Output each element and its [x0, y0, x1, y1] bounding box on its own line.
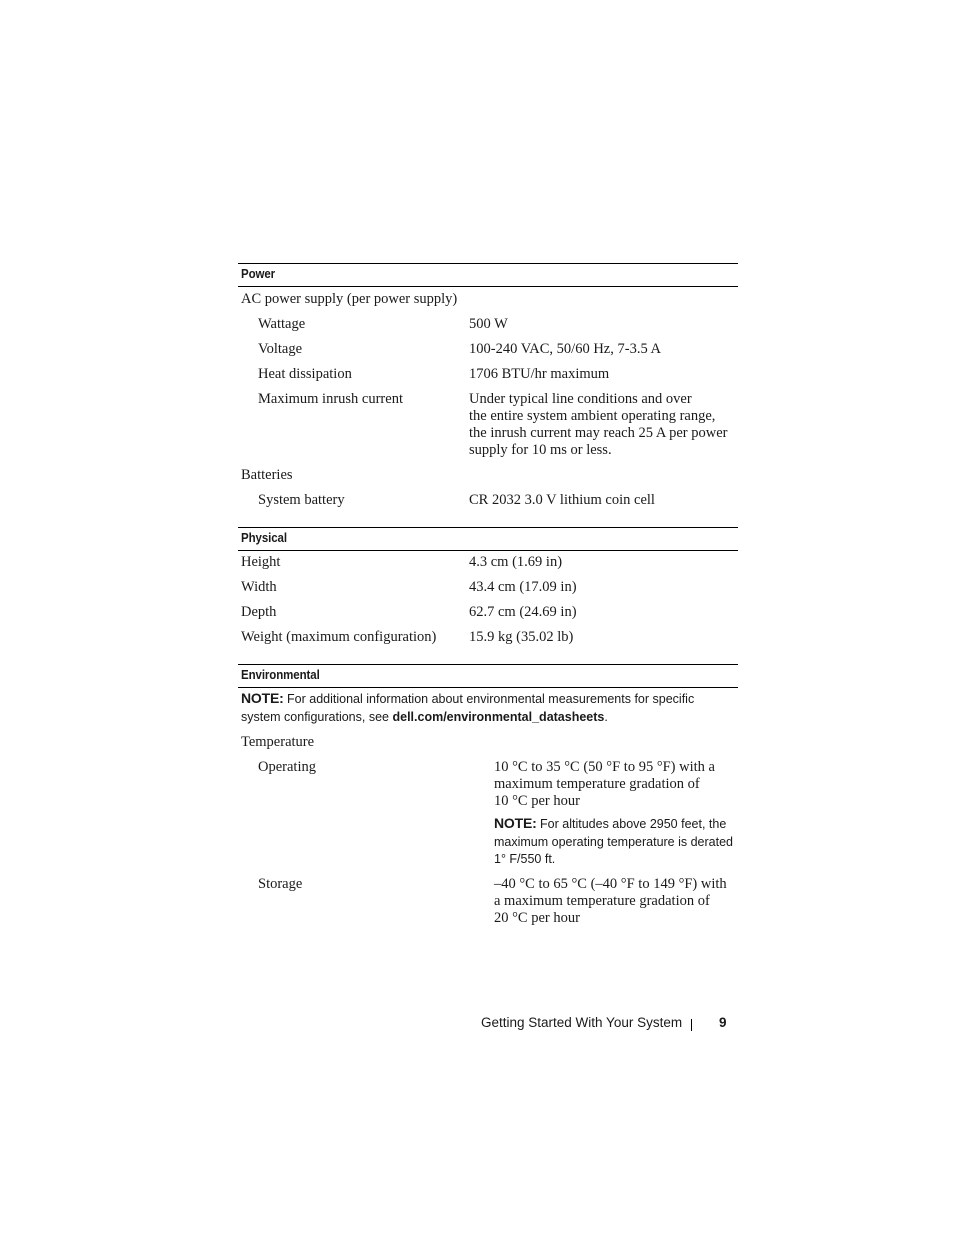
operating-note-line-2: maximum operating temperature is derated — [494, 834, 734, 849]
wattage-label: Wattage — [258, 316, 306, 332]
footer-title: Getting Started With Your System — [481, 1015, 683, 1030]
operating-line-2: maximum temperature gradation of — [494, 776, 700, 792]
operating-label: Operating — [258, 759, 316, 775]
physical-heading: Physical — [241, 531, 287, 545]
environmental-datasheets-link[interactable]: dell.com/environmental_datasheets — [392, 709, 605, 724]
storage-value — [494, 876, 738, 927]
operating-line-1: 10 °C to 35 °C (50 °F to 95 °F) with a — [494, 759, 715, 775]
environmental-section-header — [238, 664, 738, 688]
physical-section-header — [238, 527, 738, 551]
note-end: . — [604, 709, 608, 724]
environmental-note-line-2 — [241, 709, 738, 727]
height-value: 4.3 cm (1.69 in) — [469, 554, 563, 570]
operating-note — [494, 815, 738, 869]
inrush-line-3: the inrush current may reach 25 A per power — [469, 425, 728, 441]
depth-label: Depth — [241, 604, 277, 620]
footer-separator — [691, 1019, 692, 1031]
heat-dissipation-value: 1706 BTU/hr maximum — [469, 366, 610, 382]
inrush-current-label: Maximum inrush current — [258, 391, 403, 407]
operating-note-label: NOTE: — [494, 815, 537, 831]
inrush-line-2: the entire system ambient operating range, — [469, 408, 716, 424]
wattage-value: 500 W — [469, 316, 508, 332]
note-label: NOTE: — [241, 690, 284, 706]
storage-label: Storage — [258, 876, 303, 892]
ac-power-supply-label: AC power supply (per power supply) — [241, 291, 458, 307]
system-battery-value: CR 2032 3.0 V lithium coin cell — [469, 492, 655, 508]
operating-value — [494, 759, 738, 810]
inrush-line-4: supply for 10 ms or less. — [469, 442, 612, 458]
voltage-label: Voltage — [258, 341, 303, 357]
weight-label: Weight (maximum configuration) — [241, 629, 437, 645]
inrush-line-1: Under typical line conditions and over — [469, 391, 692, 407]
depth-value: 62.7 cm (24.69 in) — [469, 604, 577, 620]
voltage-value: 100-240 VAC, 50/60 Hz, 7-3.5 A — [469, 341, 661, 357]
power-heading: Power — [241, 267, 276, 281]
width-label: Width — [241, 579, 277, 595]
inrush-current-value — [469, 391, 737, 459]
width-value: 43.4 cm (17.09 in) — [469, 579, 577, 595]
temperature-label: Temperature — [241, 734, 315, 750]
operating-line-3: 10 °C per hour — [494, 793, 580, 809]
note-text-2: system configurations, see — [241, 709, 389, 724]
operating-note-line-1 — [494, 815, 738, 834]
environmental-note — [241, 690, 738, 726]
note-text-1: For additional information about environmental measurements for specific — [287, 692, 695, 706]
storage-line-3: 20 °C per hour — [494, 910, 580, 926]
heat-dissipation-label: Heat dissipation — [258, 366, 352, 382]
environmental-note-line-1 — [241, 690, 738, 709]
page-number: 9 — [719, 1015, 727, 1030]
operating-note-text-1: For altitudes above 2950 feet, the — [540, 817, 727, 831]
system-battery-label: System battery — [258, 492, 345, 508]
batteries-label: Batteries — [241, 467, 293, 483]
height-label: Height — [241, 554, 281, 570]
storage-line-1: –40 °C to 65 °C (–40 °F to 149 °F) with — [494, 876, 727, 892]
weight-value: 15.9 kg (35.02 lb) — [469, 629, 574, 645]
power-section-header — [238, 263, 738, 287]
environmental-heading: Environmental — [241, 668, 320, 682]
storage-line-2: a maximum temperature gradation of — [494, 893, 710, 909]
operating-note-line-3: 1° F/550 ft. — [494, 852, 556, 866]
